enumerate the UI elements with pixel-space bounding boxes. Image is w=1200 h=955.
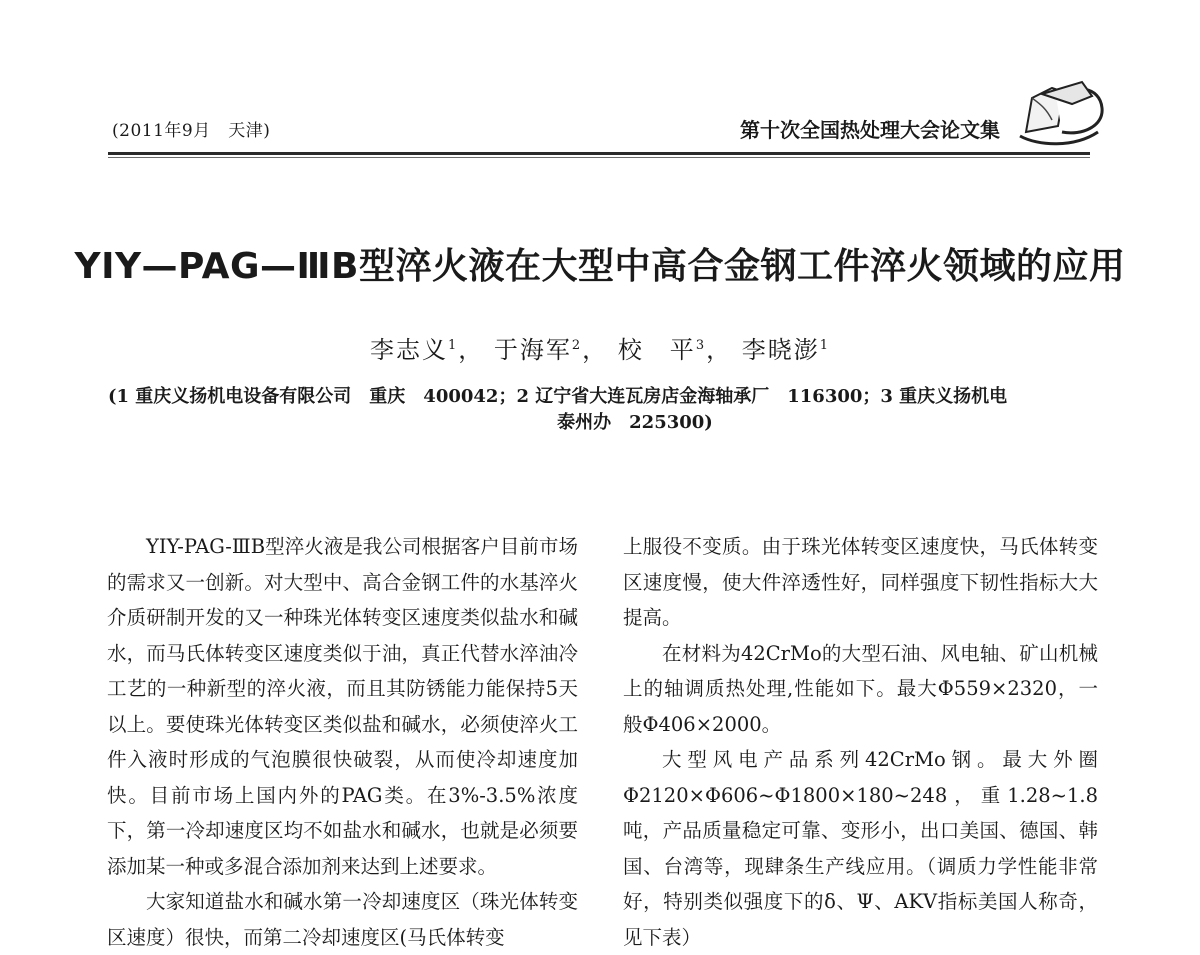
header-rule-thick [108,152,1090,155]
body-column-right [623,529,1098,955]
author-name: 于海军 [493,336,572,364]
header-rule-thin [108,157,1090,158]
body-paragraph: YIY-PAG-ⅢB型淬火液是我公司根据客户目前市场的需求又一创新。对大型中、高合金钢工件的水基淬火介质研制开发的又一种珠光体转变区速度类似盐水和碱水，而马氏体转变区速度类似于油，真正代替水淬油冷工艺的一种新型的淬火液，而且其防锈能力能保持5天以上。要使珠光体转变区类似盐和碱水，必须使淬火工件入液时形成的气泡膜很快破裂，从而使冷却速度加快。目前市场上国内外的PAG类。在3%-3.5%浓度下，第一冷却速度区均不如盐水和碱水，也就是必须要添加某一种或多混合添加剂来达到上述要求。 [107,535,578,878]
body-paragraph: 在材料为42CrMo的大型石油、风电轴、矿山机械上的轴调质热处理,性能如下。最大Φ559×2320，一般Φ406×2000。 [623,641,1098,736]
author-list: 李志义$^1$， 于海军$^2$， 校 平$^3$， 李晓澎$^1$ [369,336,831,364]
affiliation-line-1: (1 重庆义扬机电设备有限公司 重庆 400042；2 辽宁省大连瓦房店金海轴承厂 116300；3 重庆义扬机电 [108,386,1008,407]
author-affil-mark: 2 [571,338,583,353]
paper-title: YIY—PAG—ⅢB型淬火液在大型中高合金钢工件淬火领域的应用 [74,246,1126,287]
author-name: 李晓澎 [741,336,820,364]
body-column-left [107,529,578,955]
journal-logo-icon [1012,74,1108,154]
author-affil-mark: 3 [695,338,707,353]
affiliations [108,384,1092,436]
author-name: 校 平 [617,336,696,364]
author-affil-mark: 1 [447,338,459,353]
author-affil-mark: 1 [819,338,831,353]
header-left-text: (2011年9月 天津) [112,121,271,141]
body-paragraph: 大型风电产品系列42CrMo钢。最大外圈Φ2120×Φ606~Φ1800×180~248，重1.28~1.8吨，产品质量稳定可靠、变形小，出口美国、德国、韩国、台湾等，现肆条生产线应用。（调质力学性能非常好，特别类似强度下的δ、Ψ、AKV指标美国人称奇，见下表） [623,748,1098,949]
author-name: 李志义 [369,336,448,364]
affiliation-line-2: 泰州办 225300) [557,412,713,433]
header-journal-title: 第十次全国热处理大会论文集 [740,118,1000,142]
body-paragraph: 大家知道盐水和碱水第一冷却速度区（珠光体转变区速度）很快，而第二冷却速度区(马氏体转变 [107,890,578,949]
body-paragraph: 上服役不变质。由于珠光体转变区速度快，马氏体转变区速度慢，使大件淬透性好，同样强度下韧性指标大大提高。 [623,535,1098,629]
